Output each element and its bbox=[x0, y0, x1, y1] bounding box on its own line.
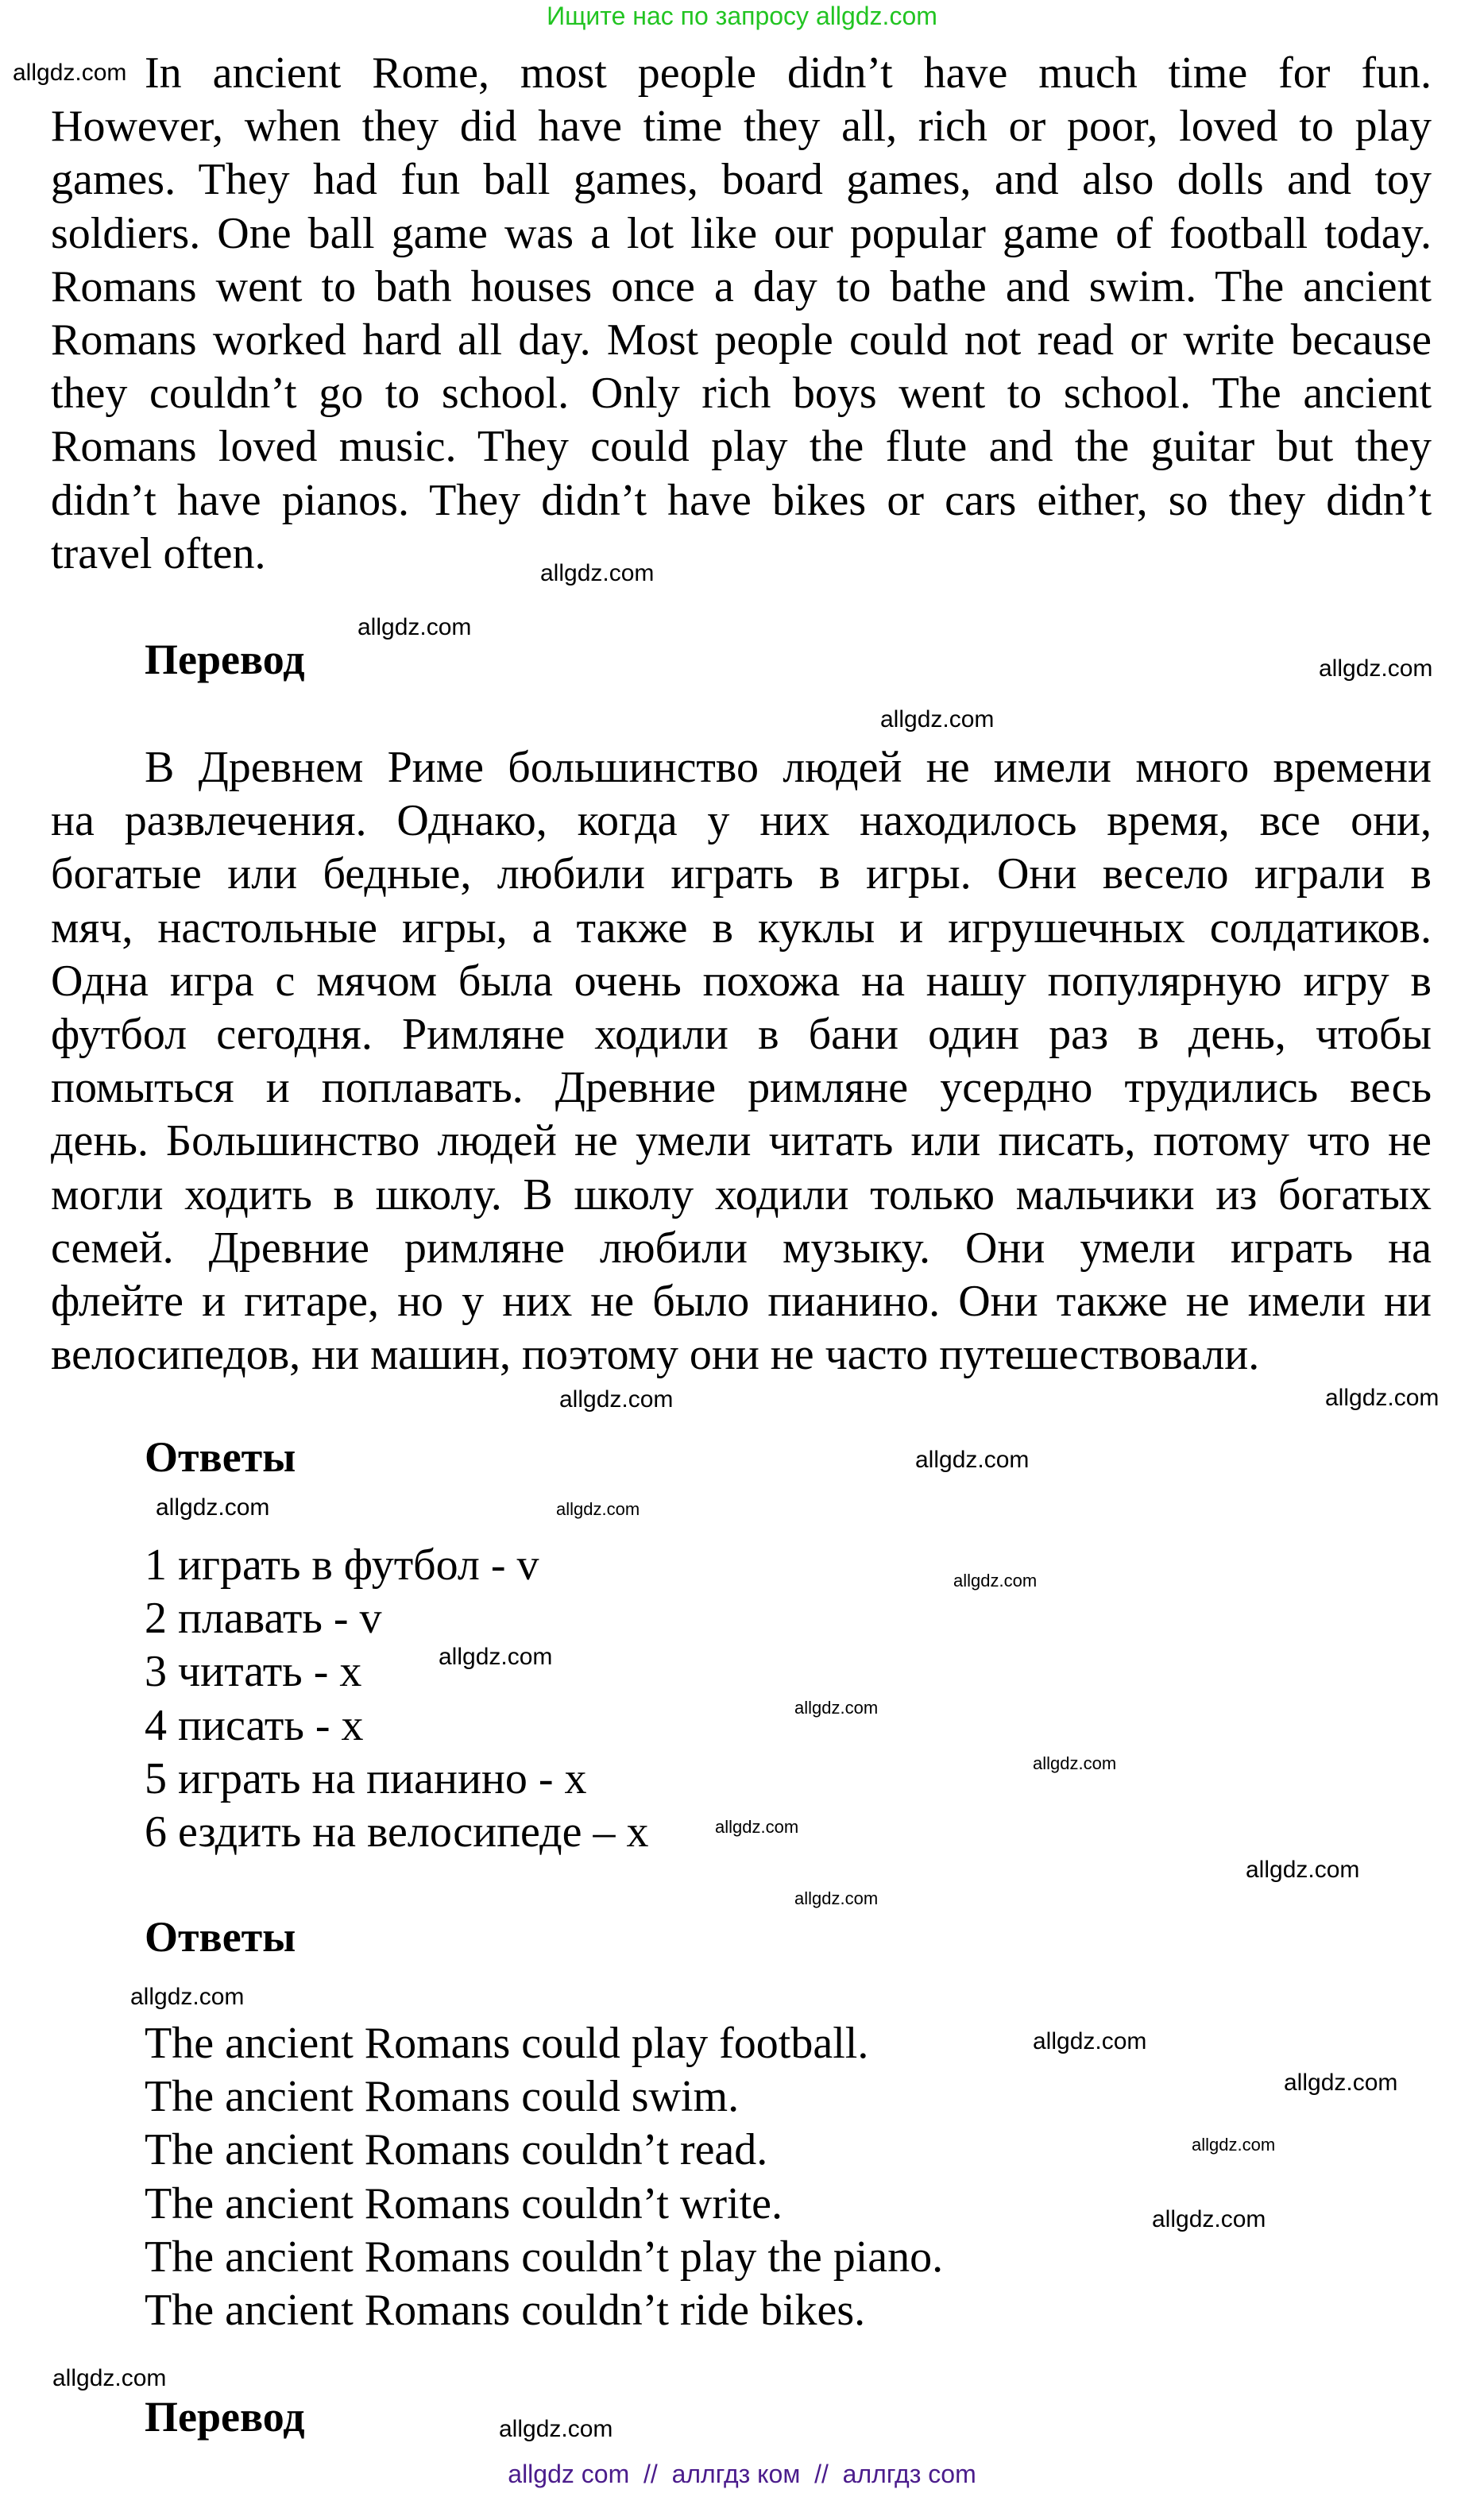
answer-item: 6 ездить на велосипеде – x bbox=[145, 1807, 649, 1857]
answer-item: 5 играть на пианино - x bbox=[145, 1753, 587, 1803]
watermark: allgdz.com bbox=[880, 706, 995, 732]
watermark: allgdz.com bbox=[1192, 2135, 1276, 2155]
text-line: games. They had fun ball games, board games, and also dolls and toy bbox=[51, 155, 1432, 205]
watermark: allgdz.com bbox=[357, 614, 472, 640]
text-line: флейте и гитаре, но у них не было пианино. Они также не имели ни bbox=[51, 1277, 1432, 1326]
answer-item: The ancient Romans could swim. bbox=[145, 2072, 740, 2122]
watermark: allgdz.com bbox=[1033, 2028, 1147, 2054]
watermark: allgdz.com bbox=[540, 560, 655, 586]
heading-answers-2: Ответы bbox=[145, 1913, 296, 1961]
answer-item: 1 играть в футбол - v bbox=[145, 1540, 539, 1590]
answer-item: The ancient Romans couldn’t play the piano. bbox=[145, 2232, 944, 2282]
watermark: allgdz.com bbox=[130, 1984, 245, 2010]
heading-answers: Ответы bbox=[145, 1433, 296, 1481]
watermark: allgdz.com bbox=[559, 1386, 674, 1413]
heading-translation: Перевод bbox=[145, 636, 305, 683]
watermark: allgdz.com bbox=[1284, 2070, 1398, 2096]
text-line: помыться и поплавать. Древние римляне усердно трудились весь bbox=[51, 1063, 1432, 1113]
watermark: allgdz.com bbox=[1319, 655, 1433, 682]
watermark: allgdz.com bbox=[794, 1698, 879, 1718]
watermark: allgdz.com bbox=[1325, 1385, 1440, 1411]
text-line: день. Большинство людей не умели читать или писать, потому что не bbox=[51, 1116, 1432, 1166]
watermark: allgdz.com bbox=[794, 1888, 879, 1908]
answer-item: The ancient Romans couldn’t read. bbox=[145, 2125, 768, 2175]
watermark: allgdz.com bbox=[1152, 2206, 1266, 2232]
text-line: богатые или бедные, любили играть в игры. Они весело играли в bbox=[51, 849, 1432, 899]
text-line: на развлечения. Однако, когда у них находилось время, все они, bbox=[51, 796, 1432, 846]
watermark: allgdz.com bbox=[953, 1571, 1038, 1590]
heading-translation-2: Перевод bbox=[145, 2393, 305, 2441]
text-line: However, when they did have time they all, rich or poor, loved to play bbox=[51, 102, 1432, 152]
watermark: allgdz.com bbox=[1033, 1753, 1117, 1773]
answer-item: The ancient Romans couldn’t write. bbox=[145, 2178, 783, 2228]
text-line: мяч, настольные игры, а также в куклы и игрушечных солдатиков. bbox=[51, 903, 1432, 953]
watermark: allgdz.com bbox=[715, 1817, 799, 1837]
answer-item: 4 писать - x bbox=[145, 1700, 364, 1750]
text-line: велосипедов, ни машин, поэтому они не часто путешествовали. bbox=[51, 1330, 1260, 1380]
text-line: В Древнем Риме большинство людей не имели много времени bbox=[145, 743, 1432, 792]
watermark: allgdz.com bbox=[439, 1644, 553, 1670]
watermark: allgdz.com bbox=[556, 1499, 640, 1519]
footer-links: allgdz com // аллгдз ком // аллгдз com bbox=[508, 2460, 976, 2488]
text-line: семей. Древние римляне любили музыку. Они умели играть на bbox=[51, 1223, 1432, 1273]
watermark: allgdz.com bbox=[13, 60, 127, 86]
text-line: могли ходить в школу. В школу ходили только мальчики из богатых bbox=[51, 1169, 1432, 1219]
text-line: Romans went to bath houses once a day to bathe and swim. The ancient bbox=[51, 261, 1432, 311]
watermark: allgdz.com bbox=[915, 1447, 1030, 1473]
answer-item: The ancient Romans couldn’t ride bikes. bbox=[145, 2286, 866, 2335]
watermark: allgdz.com bbox=[156, 1494, 270, 1521]
answer-item: 2 плавать - v bbox=[145, 1594, 382, 1644]
text-line: Одна игра с мячом была очень похожа на нашу популярную игру в bbox=[51, 956, 1432, 1006]
text-line: didn’t have pianos. They didn’t have bikes or cars either, so they didn’t bbox=[51, 475, 1432, 525]
text-line: Romans loved music. They could play the flute and the guitar but they bbox=[51, 422, 1432, 472]
text-line: they couldn’t go to school. Only rich boys went to school. The ancient bbox=[51, 369, 1432, 419]
watermark: allgdz.com bbox=[52, 2365, 167, 2391]
search-banner: Ищите нас по запросу allgdz.com bbox=[547, 2, 937, 30]
text-line: In ancient Rome, most people didn’t have much time for fun. bbox=[145, 48, 1432, 98]
text-line: travel often. bbox=[51, 528, 266, 578]
text-line: Romans worked hard all day. Most people could not read or write because bbox=[51, 315, 1432, 365]
answer-item: 3 читать - x bbox=[145, 1647, 362, 1697]
watermark: allgdz.com bbox=[499, 2416, 613, 2442]
watermark: allgdz.com bbox=[1246, 1857, 1360, 1883]
text-line: soldiers. One ball game was a lot like our popular game of football today. bbox=[51, 208, 1432, 258]
answer-item: The ancient Romans could play football. bbox=[145, 2019, 869, 2068]
text-line: футбол сегодня. Римляне ходили в бани один раз в день, чтобы bbox=[51, 1010, 1432, 1059]
